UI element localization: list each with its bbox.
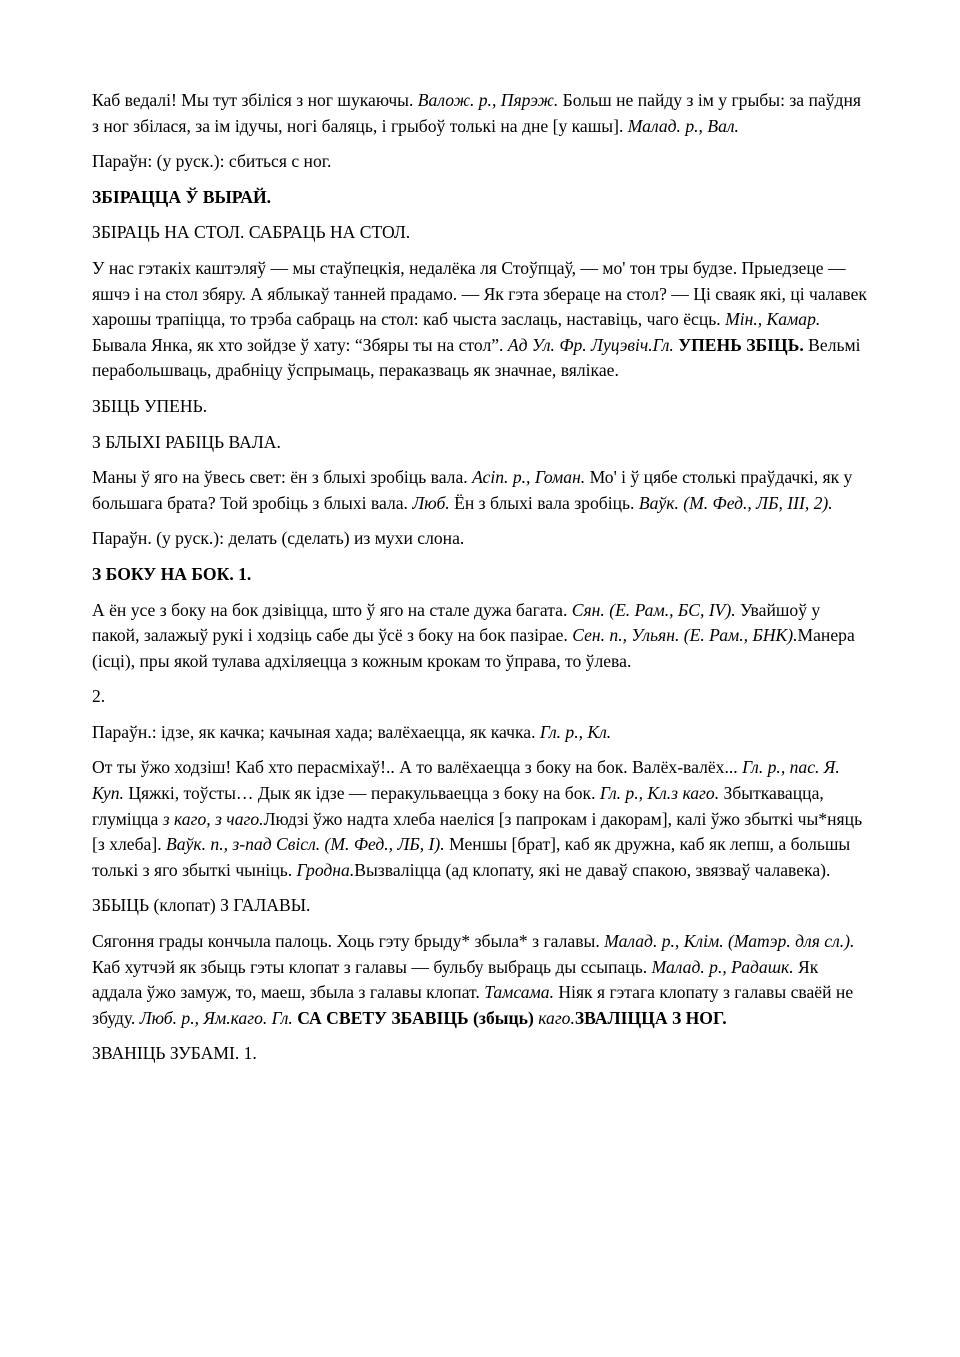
para-16-run-5: Тамсама. bbox=[484, 982, 554, 1003]
para-8-run-1: Асіп. р., Гоман. bbox=[472, 467, 586, 488]
para-13-run-1: Гл. р., Кл. bbox=[539, 721, 612, 742]
para-4 bbox=[92, 220, 872, 246]
para-11-run-1: Сян. (Е. Рам., БС, IV). bbox=[571, 599, 736, 620]
para-8-run-3: Люб. bbox=[412, 492, 450, 513]
para-3-run-0: ЗБІРАЦЦА Ў ВЫРАЙ. bbox=[92, 186, 272, 207]
para-17 bbox=[92, 1041, 872, 1067]
para-16 bbox=[92, 929, 872, 1031]
para-14-run-9: Гродна. bbox=[296, 859, 355, 880]
para-7 bbox=[92, 430, 872, 456]
para-2-run-0: Параўн: (у руск.): сбиться с ног. bbox=[92, 151, 332, 172]
para-15 bbox=[92, 893, 872, 919]
para-1-run-2: Больш не пайду з ім у грыбы: за паўдня з ног збілася, за ім ідучы, ногі баляць, і грыбоў толькі на дне [у кашы]. bbox=[92, 90, 862, 136]
para-14-run-5: з каго, з чаго. bbox=[162, 808, 264, 829]
para-11-run-2: Увайшоў у пакой, залажыў рукі і ходзіць сабе ды ўсё з боку на бок пазірае. bbox=[92, 599, 821, 646]
para-16-run-10: каго. bbox=[538, 1007, 575, 1028]
para-6-run-0: ЗБІЦЬ УПЕНЬ. bbox=[92, 395, 208, 416]
para-14 bbox=[92, 755, 872, 883]
para-15-run-0: ЗБЫЦЬ (клопат) З ГАЛАВЫ. bbox=[92, 895, 311, 916]
para-5-run-2: Бывала Янка, як хто зойдзе ў хату: “Збяры ты на стол”. bbox=[92, 334, 508, 355]
para-5 bbox=[92, 256, 872, 384]
para-13 bbox=[92, 720, 872, 746]
para-10 bbox=[92, 562, 872, 588]
para-16-run-1: Малад. р., Клім. (Матэр. для сл.). bbox=[604, 931, 855, 952]
para-5-run-4: УПЕНЬ ЗБІЦЬ. bbox=[673, 334, 804, 355]
para-5-run-0: У нас гэтакіх каштэляў — мы стаўпецкія, недалёка ля Стоўпцаў, — мо' тон тры будзе. Прыедзеце — яшчэ і на стол збяру. А яблыкаў танней прадамо. — Як гэта зберацe на стол? — Ці сваяк які, ці чалавек харошы трапіцца, то трэба сабраць на стол: каб чыста заслаць, наставіць, чаго ёсць. bbox=[92, 257, 867, 330]
para-2 bbox=[92, 149, 872, 175]
para-1-run-1: Валож. р., Пярэж. bbox=[417, 90, 559, 110]
para-8-run-5: Ваўк. (М. Фед., ЛБ, III, 2). bbox=[638, 492, 833, 513]
para-8 bbox=[92, 465, 872, 516]
para-12-run-0: 2. bbox=[92, 686, 106, 707]
para-6 bbox=[92, 394, 872, 420]
para-14-run-7: Ваўк. п., з-пад Свісл. (М. Фед., ЛБ, I). bbox=[166, 834, 445, 855]
para-14-run-6: Людзі ўжо надта хлеба наеліся [з папрокам і дакорам], калі ўжо збыткі чы*няць [з хлеба]. bbox=[92, 808, 863, 855]
para-14-run-4: Збыткавацца, глуміцца bbox=[92, 783, 824, 829]
para-8-run-0: Маны ў яго на ўвесь свет: ён з блыхі зробіць вала. bbox=[92, 467, 473, 488]
para-1-run-0: Каб ведалі! Мы тут збіліся з ног шукаючы. bbox=[92, 90, 418, 110]
para-11-run-4: Манера (ісці), пры якой тулава адхіляецца з кожным крокам то ўправа, то ўлева. bbox=[92, 625, 855, 671]
para-11-run-0: А ён усе з боку на бок дзівіцца, што ў яго на стале дужа багата. bbox=[92, 599, 572, 620]
para-4-run-0: ЗБІРАЦЬ НА СТОЛ. САБРАЦЬ НА СТОЛ. bbox=[92, 222, 411, 243]
para-8-run-4: Ён з блыхі вала зробіць. bbox=[449, 492, 639, 513]
para-17-run-0: ЗВАНІЦЬ ЗУБАМІ. 1. bbox=[92, 1043, 257, 1064]
para-10-run-0: З БОКУ НА БОК. 1. bbox=[92, 563, 252, 584]
para-14-run-0: От ты ўжо ходзіш! Каб хто перасміхаў!.. А то валёхаецца з боку на бок. Валёх-валёх... bbox=[92, 757, 743, 778]
para-3 bbox=[92, 185, 872, 211]
para-16-run-6: Ніяк я гэтага клопату з галавы сваёй не збуду. bbox=[92, 982, 854, 1028]
para-16-run-2: Каб хутчэй як збыць гэты клопат з галавы — бульбу выбраць ды ссыпаць. bbox=[92, 956, 652, 977]
para-13-run-0: Параўн.: ідзе, як качка; качыная хада; валёхаецца, як качка. bbox=[92, 721, 540, 742]
para-16-run-8: СА СВЕТУ ЗБАВІЦЬ (збыць) bbox=[292, 1007, 534, 1028]
para-14-run-10: Вызваліцца (ад клопату, які не даваў спакою, звязваў чалавека). bbox=[354, 859, 831, 880]
para-11-run-3: Сен. п., Ульян. (Е. Рам., БНК). bbox=[572, 625, 798, 646]
para-9-run-0: Параўн. (у руск.): делать (сделать) из мухи слона. bbox=[92, 528, 465, 549]
para-1-run-3: Малад. р., Вал. bbox=[627, 115, 739, 136]
para-16-run-7: Люб. р., Ям.каго. Гл. bbox=[139, 1007, 293, 1028]
para-9 bbox=[92, 526, 872, 552]
para-12 bbox=[92, 684, 872, 710]
para-5-run-5: Вельмі перабольшваць, драбніцу ўспрымаць, пераказваць як значнае, вялікае. bbox=[92, 334, 861, 381]
para-7-run-0: З БЛЫХІ РАБІЦЬ ВАЛА. bbox=[92, 431, 281, 452]
para-16-run-11: ЗВАЛІЦЦА З НОГ. bbox=[574, 1007, 727, 1028]
para-5-run-1: Мін., Камар. bbox=[725, 309, 821, 330]
para-14-run-1: Гл. р., пас. Я. Куп. bbox=[92, 757, 840, 804]
para-16-run-0: Сягоння грады кончыла палоць. Хоць гэту брыду* збыла* з галавы. bbox=[92, 931, 605, 952]
para-16-run-4: Як аддала ўжо замуж, то, маеш, збыла з галавы клопат. bbox=[92, 956, 819, 1003]
para-1 bbox=[92, 88, 872, 139]
para-16-run-3: Малад. р., Радашк. bbox=[651, 956, 794, 977]
para-5-run-3: Ад Ул. Фр. Луцэвіч.Гл. bbox=[507, 334, 674, 355]
para-14-run-3: Гл. р., Кл.з каго. bbox=[599, 783, 720, 804]
document-page bbox=[92, 88, 872, 1077]
para-11 bbox=[92, 598, 872, 675]
para-14-run-8: Меншы [брат], каб як дружна, каб як лепш, а большы толькі з яго збыткі чыніць. bbox=[92, 834, 851, 880]
para-14-run-2: Цяжкі, тоўсты… Дык як ідзе — перакульваецца з боку на бок. bbox=[123, 783, 600, 804]
para-8-run-2: Мо' і ў цябе столькі праўдачкі, як у большага брата? Той зробіць з блыхі вала. bbox=[92, 467, 853, 513]
